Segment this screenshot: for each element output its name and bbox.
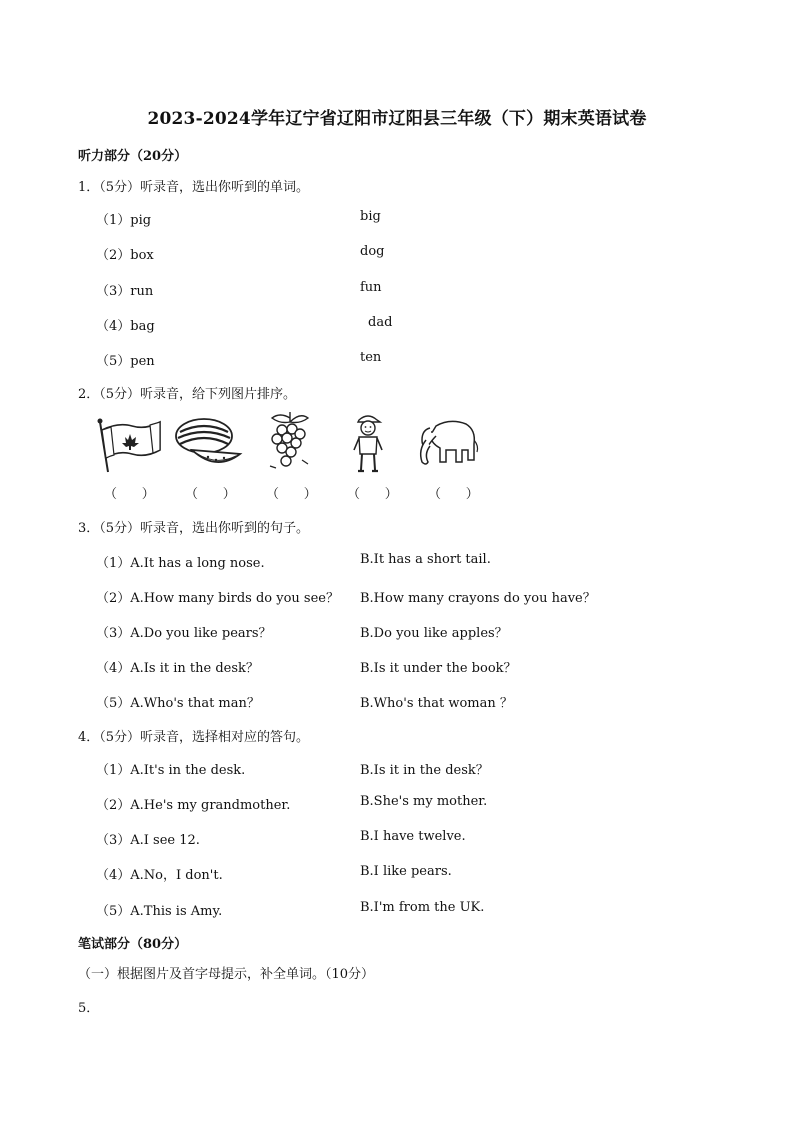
canada-flag-icon — [94, 410, 164, 474]
answer-blank[interactable]: （ ） — [185, 487, 236, 502]
q1-option-b: big — [360, 209, 381, 224]
section-1-heading: （一）根据图片及首字母提示，补全单词。（10分） — [78, 967, 375, 982]
answer-blank[interactable]: （ ） — [104, 487, 155, 502]
q4-option-b: B.Is it in the desk？ — [360, 763, 489, 778]
q3-option-b: B.How many crayons do you have？ — [360, 591, 596, 606]
question-2-stem: 2．（5分）听录音，给下列图片排序。 — [78, 387, 297, 402]
q4-option-b: B.She's my mother. — [360, 794, 488, 809]
watermelon-icon — [172, 410, 244, 474]
answer-blank[interactable]: （ ） — [347, 487, 398, 502]
q1-option-b: fun — [360, 280, 382, 295]
q3-option-a: （5）A.Who's that man？ — [96, 696, 260, 711]
answer-blank[interactable]: （ ） — [266, 487, 317, 502]
q4-option-b: B.I like pears. — [360, 864, 452, 879]
q3-option-a: （2）A.How many birds do you see？ — [96, 591, 339, 606]
q4-option-a: （4）A.No，I don't. — [96, 868, 223, 883]
page-title: 2023-2024学年辽宁省辽阳市辽阳县三年级（下）期末英语试卷 — [147, 109, 647, 129]
q4-option-a: （1）A.It's in the desk. — [96, 763, 246, 778]
question-4-stem: 4．（5分）听录音，选择相对应的答句。 — [78, 730, 310, 745]
q1-option-b: dad — [368, 315, 393, 330]
question-5-number: 5． — [78, 1001, 100, 1016]
question-1-stem: 1．（5分）听录音，选出你听到的单词。 — [78, 180, 310, 195]
q1-option-a: （5）pen — [96, 354, 155, 369]
q1-option-a: （3）run — [96, 284, 154, 299]
grapes-icon — [262, 410, 318, 474]
q3-option-b: B.Do you like apples？ — [360, 626, 508, 641]
q3-option-b: B.Who's that woman ？ — [360, 696, 513, 711]
written-section-header: 笔试部分（80分） — [78, 937, 188, 952]
q4-option-a: （3）A.I see 12. — [96, 833, 200, 848]
q1-option-a: （2）box — [96, 248, 154, 263]
boy-icon — [346, 410, 390, 474]
q1-option-b: ten — [360, 350, 382, 365]
q1-option-a: （1）pig — [96, 213, 152, 228]
q1-option-a: （4）bag — [96, 319, 155, 334]
q3-option-a: （4）A.Is it in the desk？ — [96, 661, 259, 676]
question-3-stem: 3．（5分）听录音，选出你听到的句子。 — [78, 521, 310, 536]
q1-option-b: dog — [360, 244, 385, 259]
q3-option-b: B.It has a short tail. — [360, 552, 491, 567]
q3-option-b: B.Is it under the book？ — [360, 661, 517, 676]
q3-option-a: （1）A.It has a long nose. — [96, 556, 265, 571]
listening-section-header: 听力部分（20分） — [78, 149, 188, 164]
answer-blank[interactable]: （ ） — [428, 487, 479, 502]
elephant-icon — [416, 410, 480, 474]
q4-option-a: （2）A.He's my grandmother. — [96, 798, 291, 813]
q4-option-a: （5）A.This is Amy. — [96, 904, 223, 919]
q4-option-b: B.I have twelve. — [360, 829, 466, 844]
q4-option-b: B.I'm from the UK. — [360, 900, 485, 915]
q3-option-a: （3）A.Do you like pears？ — [96, 626, 272, 641]
